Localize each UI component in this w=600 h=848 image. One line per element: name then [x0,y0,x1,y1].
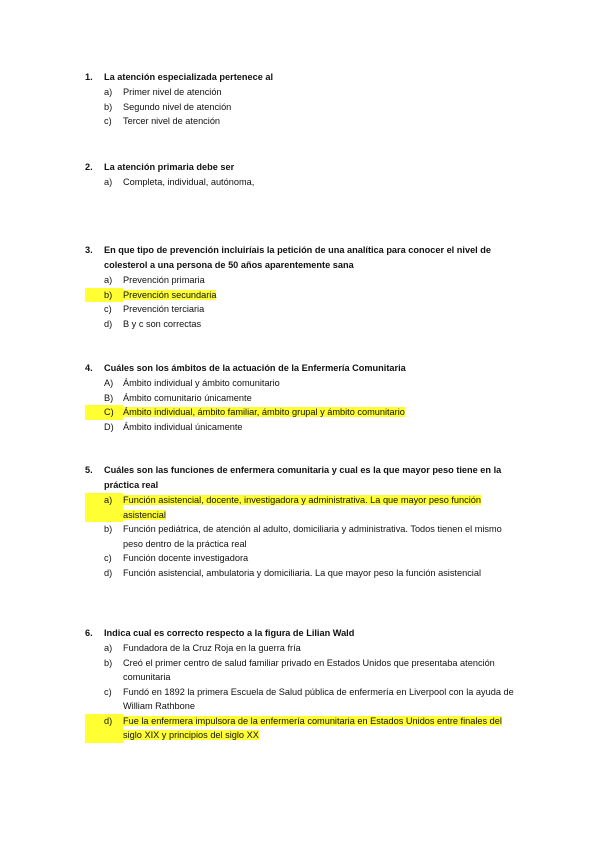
option-text: Segundo nivel de atención [123,101,232,112]
option-letter: D) [104,421,114,432]
option-item [85,302,515,317]
option-item [85,391,515,406]
option-item [85,641,515,656]
question-text: La atención primaria debe ser [104,162,235,172]
question-text: La atención especializada pertenece al [104,72,274,82]
option-item [85,656,515,685]
option-letter: a) [104,275,113,285]
question-number: 3. [85,245,93,255]
option-letter: d) [104,567,113,578]
option-letter: c) [104,686,112,697]
question-1 [85,70,515,129]
option-item-highlighted [85,493,515,522]
question-2 [85,160,515,190]
question-text: Indica cual es correcto respecto a la figura de Lilian Wald [104,628,355,638]
option-text: Tercer nivel de atención [123,116,221,126]
question-number: 2. [85,162,93,172]
option-item [85,273,515,288]
question-number: 4. [85,363,93,373]
question-number: 1. [85,72,93,82]
option-letter: a) [104,177,113,187]
option-letter: b) [104,657,113,668]
question-text: Cuáles son los ámbitos de la actuación de la Enfermería Comunitaria [104,363,406,373]
option-text: Función docente investigadora [123,553,249,563]
option-item [85,175,515,190]
option-text: Ámbito comunitario únicamente [123,392,252,403]
question-text: Cuáles son las funciones de enfermera comunitaria y cual es la que mayor peso tiene en la práctica real [104,465,502,490]
option-text: Prevención secundaria [123,289,217,300]
option-item [85,685,515,714]
option-text: Creó el primer centro de salud familiar privado en Estados Unidos que presentaba atención comunitaria [123,657,495,682]
option-item [85,317,515,332]
option-text: Ámbito individual, ámbito familiar, ámbito grupal y ámbito comunitario [123,407,405,417]
option-text: Prevención primaria [123,275,205,285]
option-text: Ámbito individual únicamente [123,421,243,432]
option-letter: A) [104,378,114,388]
option-text: B y c son correctas [123,318,202,329]
option-text: Función asistencial, docente, investigadora y administrativa. La que mayor peso función asistencial [123,495,482,520]
question-3 [85,243,515,331]
option-item [85,376,515,391]
option-letter: b) [104,101,113,112]
question-5 [85,463,515,580]
question-6 [85,626,515,743]
option-item [85,522,515,551]
option-item-highlighted [85,714,515,743]
option-text: Completa, individual, autónoma, [123,177,255,187]
option-item [85,551,515,566]
question-4 [85,361,515,434]
option-text: Fue la enfermera impulsora de la enfermería comunitaria en Estados Unidos entre finales del siglo XIX y principios del siglo XX [123,715,502,740]
option-letter: C) [85,405,123,420]
option-letter: d) [85,714,123,743]
option-letter: c) [104,116,112,126]
option-letter: c) [104,553,112,563]
option-text: Primer nivel de atención [123,87,222,97]
option-letter: b) [104,524,113,534]
option-text: Prevención terciaria [123,304,205,314]
option-letter: a) [104,643,113,653]
question-number: 5. [85,465,93,475]
option-text: Fundó en 1892 la primera Escuela de Salud pública de enfermería en Liverpool con la ayuda de William Rathbone [123,686,514,711]
option-letter: c) [104,304,112,314]
option-item [85,420,515,435]
option-letter: a) [104,87,113,97]
option-letter: B) [104,392,114,403]
option-item-highlighted [85,405,515,420]
question-text: En que tipo de prevención incluiríais la petición de una analítica para conocer el nivel de colesterol a una persona de 50 años aparentemente sana [104,245,492,270]
option-item [85,85,515,100]
option-item-highlighted [85,288,515,303]
option-text: Función pediátrica, de atención al adulto, domiciliaria y administrativa. Todos tienen el mismo peso dentro de la práctica real [123,524,502,549]
option-letter: b) [85,288,123,303]
option-letter: a) [85,493,123,522]
option-letter: d) [104,318,113,329]
option-text: Ámbito individual y ámbito comunitario [123,378,280,388]
option-item [85,566,515,581]
option-text: Función asistencial, ambulatoria y domiciliaria. La que mayor peso la función asistencial [123,567,481,578]
option-text: Fundadora de la Cruz Roja en la guerra fría [123,643,301,653]
question-number: 6. [85,628,93,638]
option-item [85,100,515,115]
option-item [85,114,515,129]
